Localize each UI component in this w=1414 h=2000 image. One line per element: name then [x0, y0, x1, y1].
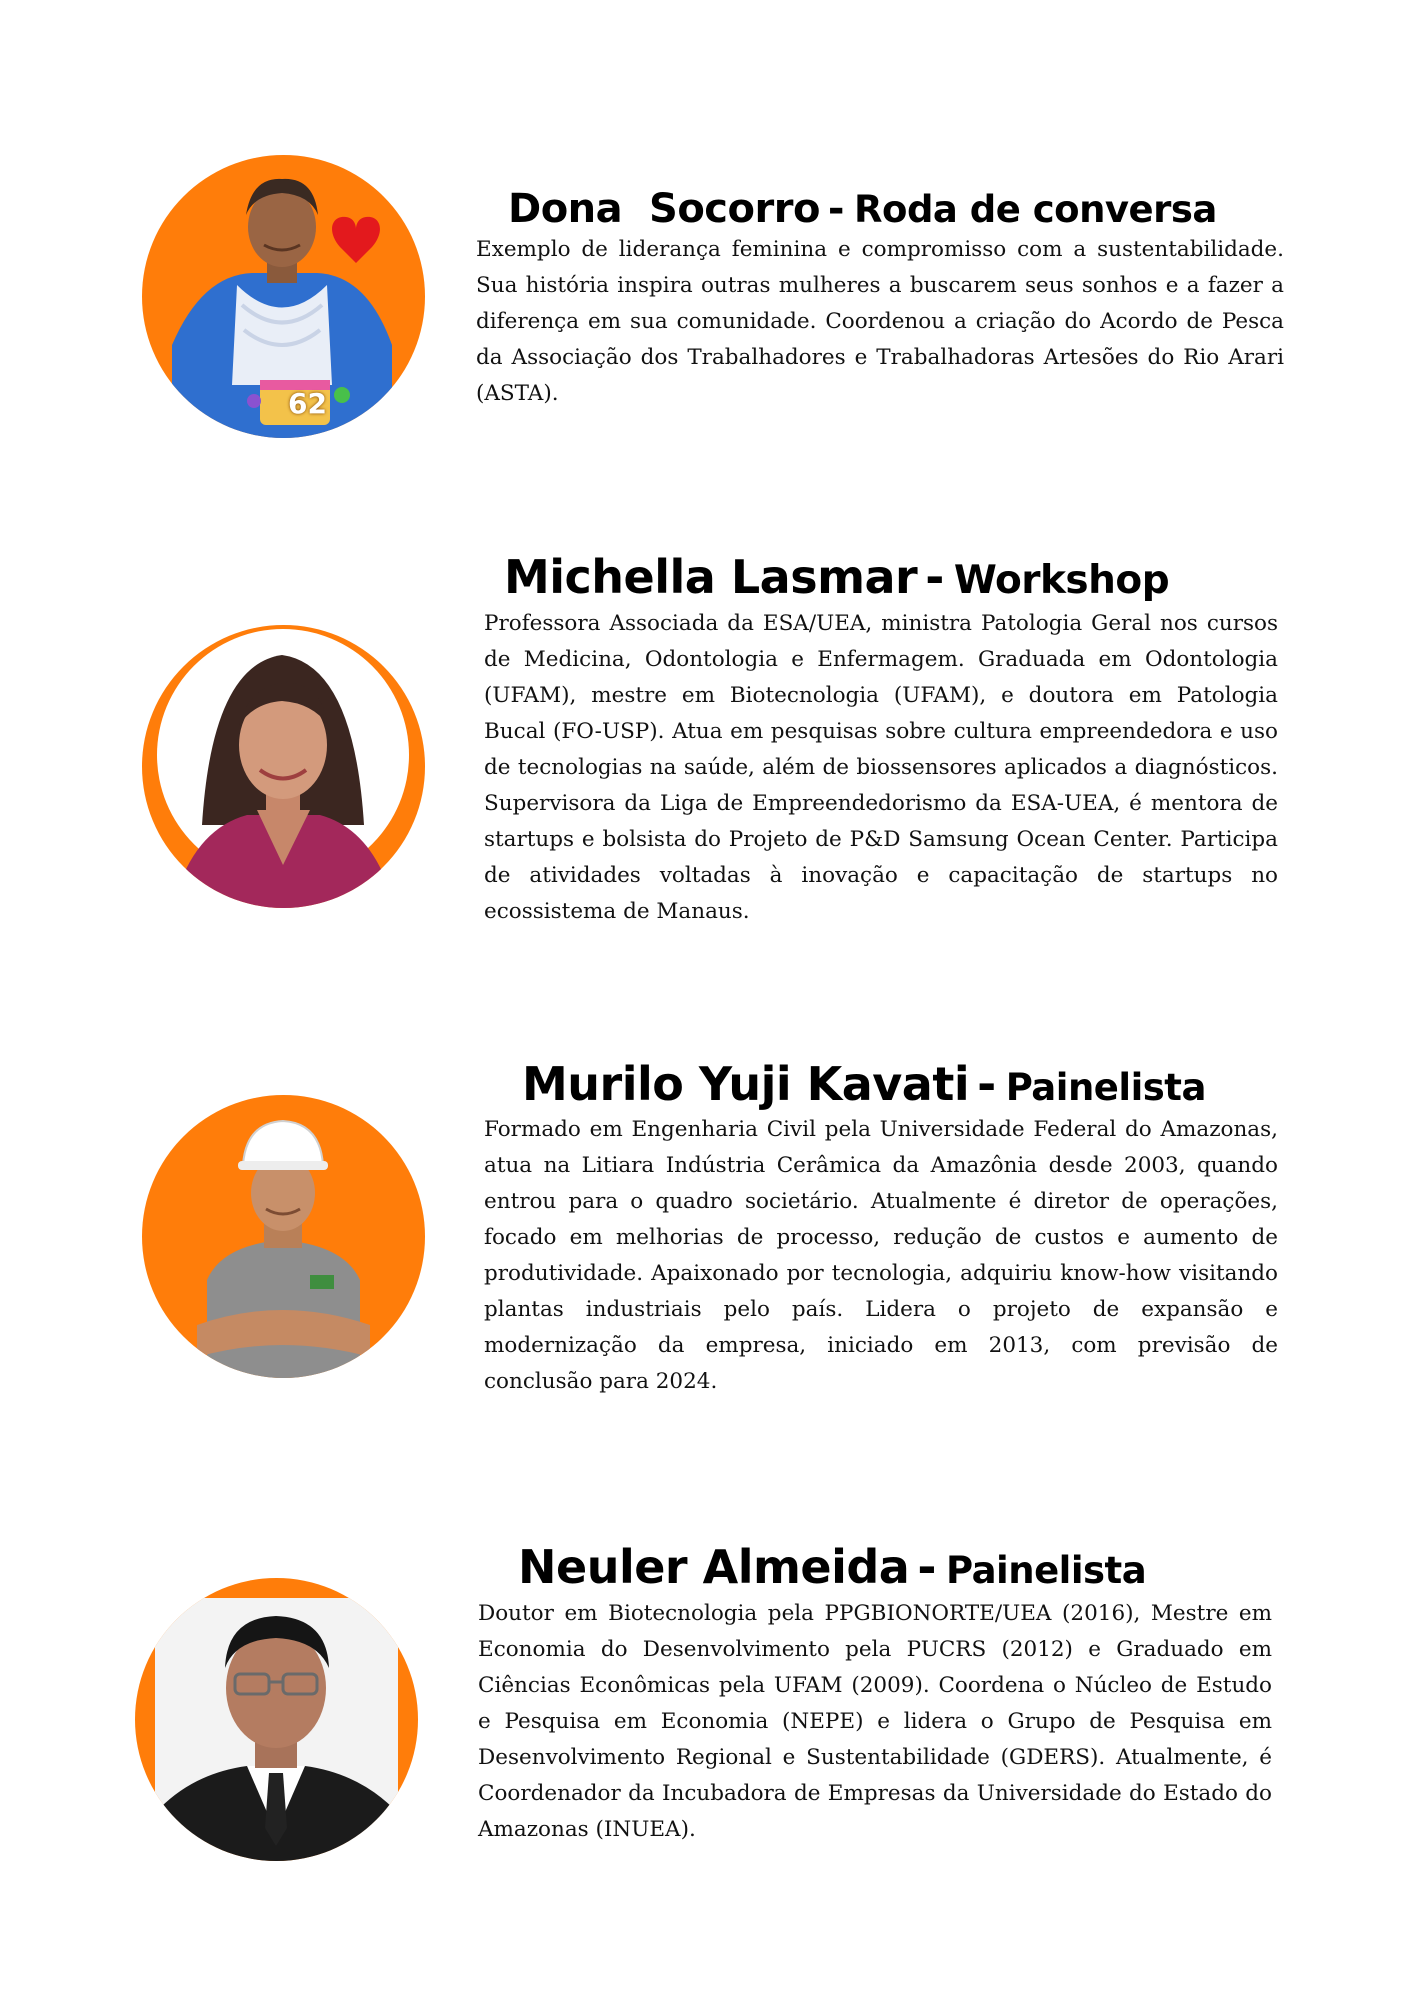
speaker-photo-neuler	[135, 1578, 418, 1861]
speaker-name: Dona Socorro	[508, 186, 820, 232]
speaker-role: Workshop	[953, 558, 1170, 603]
speaker-role: Roda de conversa	[854, 188, 1217, 231]
speaker-heading	[522, 1057, 1206, 1111]
speaker-heading	[508, 186, 1217, 232]
speaker-bio: Formado em Engenharia Civil pela Universidade Federal do Amazonas, atua na Litiara Indústria Cerâmica da Amazônia desde 2003, quando entrou para o quadro societário. Atualmente é diretor de operações, focado em melhorias de processo, redução de custos e aumento de produtividade. Apaixonado por tecnologia, adquiriu know-how visitando plantas industriais pelo país. Lidera o projeto de expansão e modernização da empresa, iniciado em 2013, com previsão de conclusão para 2024.	[484, 1117, 1278, 1394]
speaker-heading	[504, 550, 1169, 604]
speaker-heading	[518, 1540, 1146, 1594]
speaker-name: Neuler Almeida	[518, 1540, 910, 1594]
heading-separator: -	[977, 1057, 996, 1111]
speaker-photo-michella	[142, 625, 425, 908]
speaker-role: Painelista	[1005, 1066, 1206, 1109]
photo-badge-number: 62	[288, 387, 327, 420]
portrait-illustration	[142, 1095, 425, 1378]
portrait-illustration	[142, 155, 425, 438]
speaker-photo-socorro	[142, 155, 425, 438]
speaker-photo-murilo	[142, 1095, 425, 1378]
speaker-bio: Exemplo de liderança feminina e compromisso com a sustentabilidade. Sua história inspira outras mulheres a buscarem seus sonhos e a fazer a diferença em sua comunidade. Coordenou a criação do Acordo de Pesca da Associação dos Trabalhadores e Trabalhadoras Artesões do Rio Arari (ASTA).	[476, 237, 1284, 406]
speaker-name: Murilo Yuji Kavati	[522, 1057, 970, 1111]
heading-separator: -	[827, 186, 845, 232]
portrait-illustration	[135, 1578, 418, 1861]
portrait-illustration	[142, 625, 425, 908]
heading-separator: -	[925, 550, 944, 604]
speaker-role: Painelista	[945, 1549, 1147, 1592]
speaker-bio: Doutor em Biotecnologia pela PPGBIONORTE/UEA (2016), Mestre em Economia do Desenvolvimento pela PUCRS (2012) e Graduado em Ciências Econômicas pela UFAM (2009). Coordena o Núcleo de Estudo e Pesquisa em Economia (NEPE) e lidera o Grupo de Pesquisa em Desenvolvimento Regional e Sustentabilidade (GDERS). Atualmente, é Coordenador da Incubadora de Empresas da Universidade do Estado do Amazonas (INUEA).	[478, 1601, 1272, 1842]
heading-separator: -	[917, 1540, 936, 1594]
speaker-name: Michella Lasmar	[504, 550, 918, 604]
speaker-bio: Professora Associada da ESA/UEA, ministra Patologia Geral nos cursos de Medicina, Odontologia e Enfermagem. Graduada em Odontologia (UFAM), mestre em Biotecnologia (UFAM), e doutora em Patologia Bucal (FO-USP). Atua em pesquisas sobre cultura empreendedora e uso de tecnologias na saúde, além de biossensores aplicados a diagnósticos. Supervisora da Liga de Empreendedorismo da ESA-UEA, é mentora de startups e bolsista do Projeto de P&D Samsung Ocean Center. Participa de atividades voltadas à inovação e capacitação de startups no ecossistema de Manaus.	[484, 611, 1278, 924]
